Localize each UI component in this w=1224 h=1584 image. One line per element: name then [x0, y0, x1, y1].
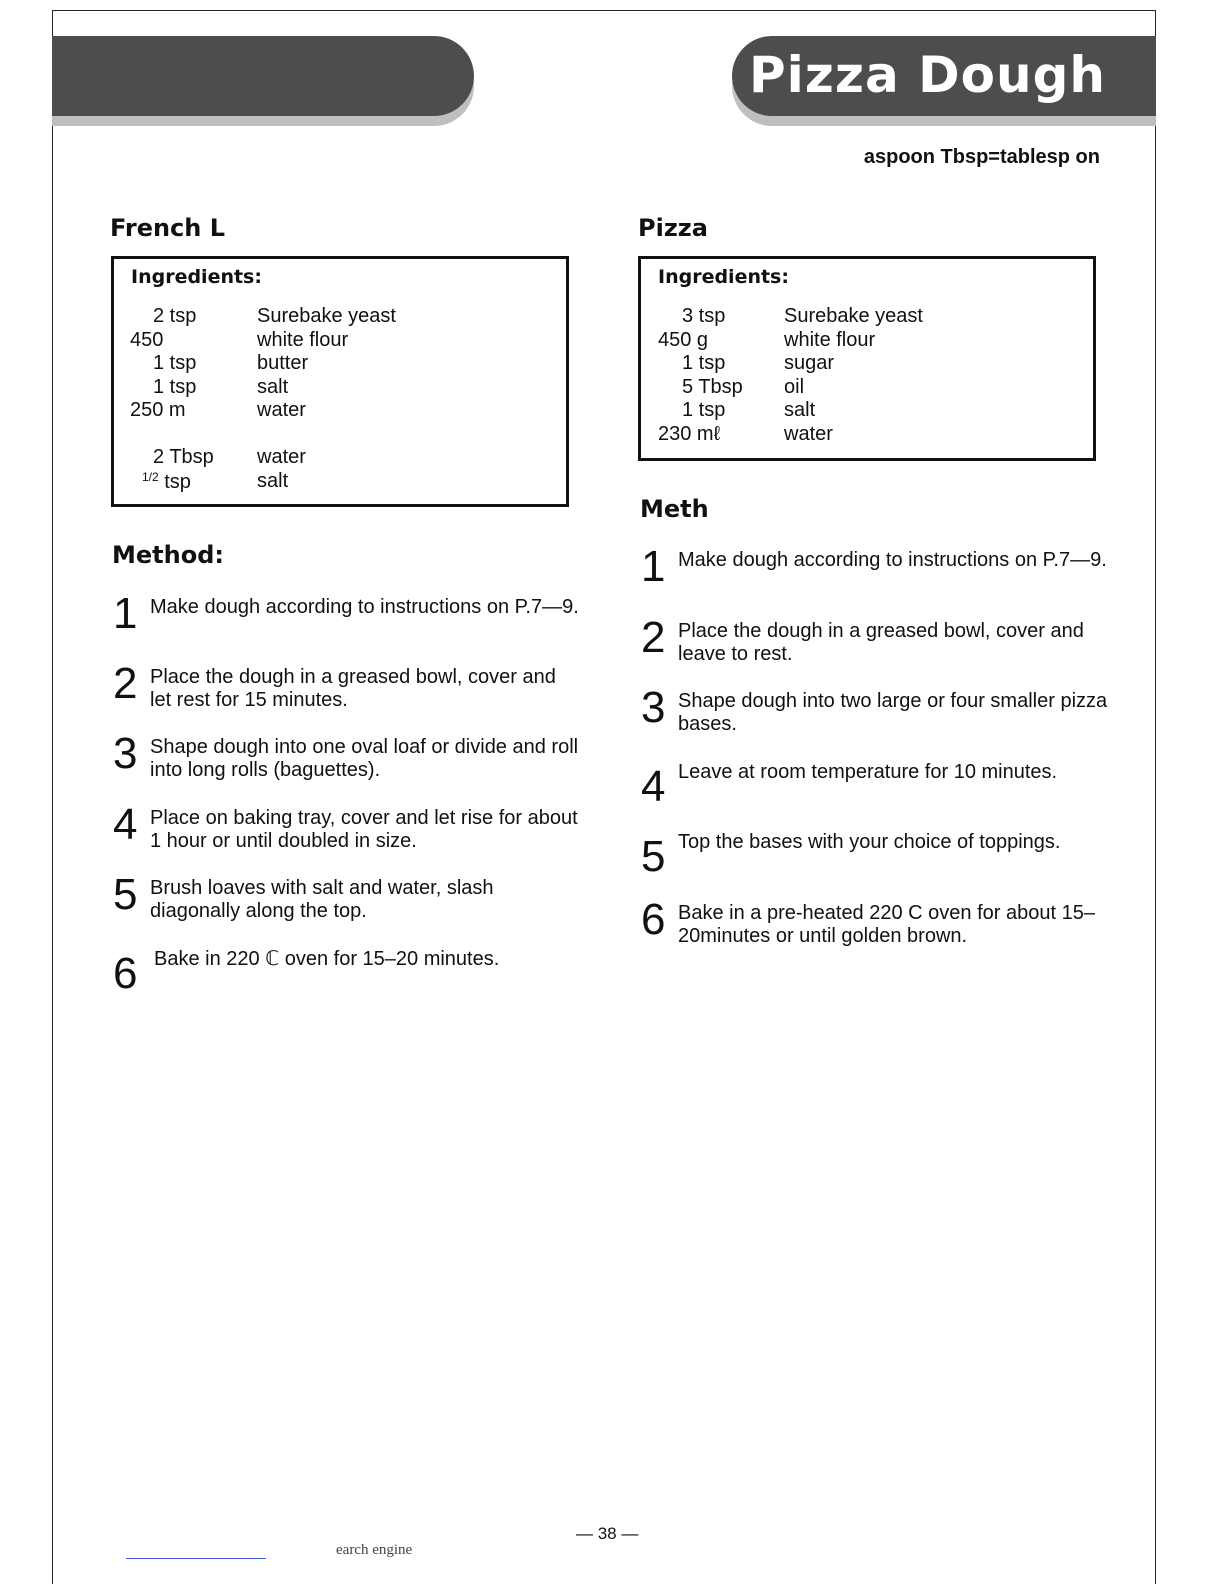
- left-ingredient-row: [114, 446, 566, 470]
- ingredient-qty: 1 tsp: [153, 376, 197, 398]
- ingredient-name: Surebake yeast: [784, 305, 923, 327]
- ingredient-name: sugar: [784, 352, 835, 374]
- ingredient-qty: 5 Tbsp: [682, 376, 743, 398]
- ingredient-name: water: [257, 399, 306, 421]
- right-recipe-title: Pizza: [638, 214, 708, 242]
- fraction: 1/2: [142, 470, 159, 484]
- step-text: Shape dough into one oval loaf or divide and roll into long rolls (baguettes).: [150, 736, 579, 781]
- step-number: 5: [113, 870, 138, 919]
- right-ingredient-row: [641, 423, 1093, 447]
- ingredient-name: white flour: [784, 329, 876, 351]
- left-ingredient-row: [114, 329, 566, 353]
- ingredient-qty: 3 tsp: [682, 305, 726, 327]
- step-number: 4: [641, 762, 666, 811]
- footer-text: earch engine: [336, 1542, 413, 1558]
- ingredient-qty: 1 tsp: [682, 399, 726, 421]
- ingredient-qty: 450: [130, 329, 164, 351]
- step-number: 4: [113, 800, 138, 849]
- step-text: Make dough according to instructions on P.7—9.: [678, 549, 1107, 571]
- ingredient-qty: 250 m: [130, 399, 186, 421]
- step-text: Place the dough in a greased bowl, cover and let rest for 15 minutes.: [150, 666, 556, 711]
- right-ingredient-row: [641, 305, 1093, 329]
- ingredient-name: salt: [257, 470, 289, 492]
- step-number: 1: [113, 589, 138, 638]
- right-ingredient-row: [641, 329, 1093, 353]
- ingredient-qty: 2 Tbsp: [153, 446, 214, 468]
- right-ingredients-label: Ingredients:: [658, 266, 789, 288]
- left-recipe-title: French L: [110, 214, 226, 242]
- header-banner-left: [52, 36, 474, 116]
- left-ingredient-row: [114, 470, 566, 494]
- step-number: 3: [641, 683, 666, 732]
- step-text: Make dough according to instructions on P.7—9.: [150, 596, 579, 618]
- left-ingredient-row: [114, 376, 566, 400]
- step-number: 6: [113, 949, 138, 998]
- left-ingredient-row: [114, 352, 566, 376]
- ingredient-name: salt: [784, 399, 816, 421]
- step-number: 5: [641, 832, 666, 881]
- ingredient-qty: 1 tsp: [153, 352, 197, 374]
- frame-right: [1155, 10, 1156, 1584]
- step-text: Place on baking tray, cover and let rise for about 1 hour or until doubled in size.: [150, 807, 578, 852]
- ingredient-qty: 450 g: [658, 329, 709, 351]
- page-number: — 38 —: [576, 1524, 639, 1543]
- right-ingredient-row: [641, 376, 1093, 400]
- ingredient-name: oil: [784, 376, 805, 398]
- frame-left: [52, 10, 53, 1584]
- step-text: Bake in a pre-heated 220 C oven for about 15–20minutes or until golden brown.: [678, 902, 1095, 947]
- ingredient-qty: 2 tsp: [153, 305, 197, 327]
- frame-top: [52, 10, 1156, 11]
- right-ingredients-box: [638, 256, 1096, 461]
- ingredient-name: water: [257, 446, 306, 468]
- ingredient-unit: tsp: [158, 471, 191, 493]
- step-text: Brush loaves with salt and water, slash diagonally along the top.: [150, 877, 494, 922]
- right-ingredient-row: [641, 399, 1093, 423]
- abbreviations-note: aspoon Tbsp=tablesp on: [863, 146, 1100, 168]
- step-text: Place the dough in a greased bowl, cover and leave to rest.: [678, 620, 1084, 665]
- footer-link[interactable]: [126, 1558, 266, 1559]
- ingredient-qty: 230 mℓ: [658, 423, 721, 445]
- left-ingredient-row: [114, 399, 566, 423]
- left-ingredients-label: Ingredients:: [131, 266, 262, 288]
- step-text: Top the bases with your choice of toppings.: [678, 831, 1061, 853]
- ingredient-qty: 1 tsp: [682, 352, 726, 374]
- ingredient-name: salt: [257, 376, 289, 398]
- step-number: 6: [641, 895, 666, 944]
- right-ingredient-row: [641, 352, 1093, 376]
- ingredient-name: Surebake yeast: [257, 305, 396, 327]
- step-text: Shape dough into two large or four smaller pizza bases.: [678, 690, 1108, 735]
- page-title: Pizza Dough: [749, 46, 1106, 104]
- left-method-title: Method:: [112, 541, 224, 569]
- step-number: 2: [113, 659, 138, 708]
- step-number: 2: [641, 613, 666, 662]
- step-text: Bake in 220 ℂ oven for 15–20 minutes.: [154, 948, 500, 970]
- right-method-title: Meth: [640, 495, 709, 523]
- ingredient-name: white flour: [257, 329, 349, 351]
- left-ingredients-box: [111, 256, 569, 507]
- step-number: 3: [113, 729, 138, 778]
- ingredient-name: butter: [257, 352, 309, 374]
- ingredient-qty: [142, 470, 191, 494]
- step-number: 1: [641, 542, 666, 591]
- ingredient-name: water: [784, 423, 833, 445]
- left-ingredient-row: [114, 305, 566, 329]
- step-text: Leave at room temperature for 10 minutes.: [678, 761, 1058, 783]
